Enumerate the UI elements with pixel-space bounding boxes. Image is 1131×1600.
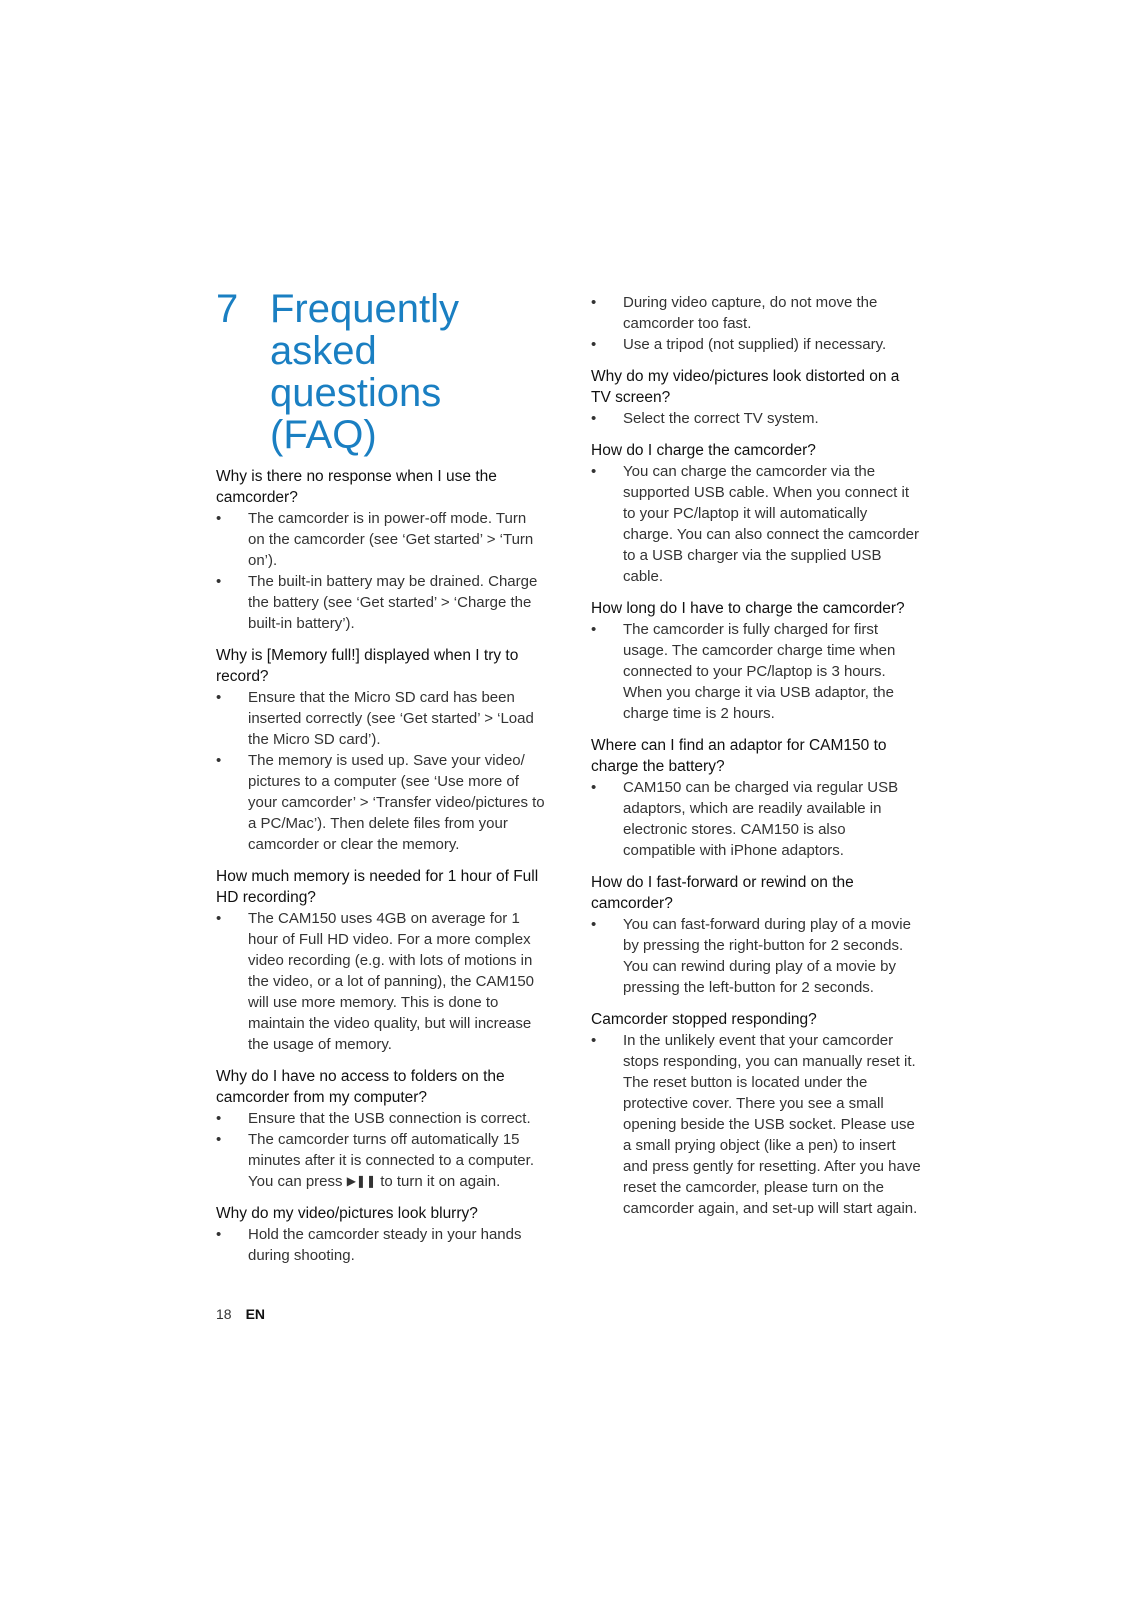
faq-item bbox=[591, 366, 921, 429]
faq-answer-list bbox=[216, 908, 546, 1055]
faq-question: Why is there no response when I use the camcorder? bbox=[216, 468, 497, 506]
faq-answer: • Ensure that the Micro SD card has been inserted correctly (see ‘Get started’ > ‘Load the Micro SD card’). bbox=[216, 689, 534, 748]
faq-answer-list bbox=[591, 777, 921, 861]
faq-question: How long do I have to charge the camcorder? bbox=[591, 600, 905, 617]
faq-item bbox=[591, 292, 921, 355]
faq-answer: • You can fast-forward during play of a movie by pressing the right-button for 2 seconds. You can rewind during play of a movie by pressing the left-button for 2 seconds. bbox=[591, 916, 911, 996]
chapter-number: 7 bbox=[216, 287, 239, 331]
faq-answer-list bbox=[216, 687, 546, 855]
faq-question: Why do my video/pictures look blurry? bbox=[216, 1205, 478, 1222]
chapter-title-line2: asked questions bbox=[270, 329, 442, 415]
faq-answer: • Select the correct TV system. bbox=[591, 410, 819, 427]
language-code: EN bbox=[245, 1306, 266, 1322]
faq-item bbox=[216, 1066, 546, 1192]
faq-item bbox=[591, 598, 921, 724]
faq-question: How do I fast-forward or rewind on the camcorder? bbox=[591, 874, 854, 912]
bullet: • bbox=[591, 294, 597, 311]
faq-item bbox=[216, 645, 546, 855]
bullet: • bbox=[216, 510, 222, 527]
faq-question: Where can I find an adaptor for CAM150 to charge the battery? bbox=[591, 737, 887, 775]
left-column bbox=[216, 466, 546, 1277]
faq-answer: • During video capture, do not move the camcorder too fast. bbox=[591, 294, 878, 332]
bullet: • bbox=[591, 410, 597, 427]
faq-item bbox=[591, 440, 921, 587]
chapter-title-line1: Frequently bbox=[270, 287, 459, 331]
bullet: • bbox=[216, 1110, 222, 1127]
bullet: • bbox=[591, 779, 597, 796]
bullet: • bbox=[216, 752, 222, 769]
faq-answer: • Ensure that the USB connection is correct. bbox=[216, 1110, 531, 1127]
faq-answer: • The camcorder is in power-off mode. Turn on the camcorder (see ‘Get started’ > ‘Turn on’). bbox=[216, 510, 534, 569]
faq-answer-list bbox=[591, 914, 921, 998]
bullet: • bbox=[216, 910, 222, 927]
faq-question: Why do I have no access to folders on the camcorder from my computer? bbox=[216, 1068, 505, 1106]
bullet: • bbox=[216, 1226, 222, 1243]
faq-answer-list bbox=[591, 1030, 921, 1219]
page-number: 18 bbox=[216, 1306, 232, 1322]
faq-answer-list bbox=[216, 1108, 546, 1192]
faq-question: How do I charge the camcorder? bbox=[591, 442, 816, 459]
play-pause-icon: ▶❚❚ bbox=[346, 1174, 377, 1188]
faq-answer: • Use a tripod (not supplied) if necessary. bbox=[591, 336, 887, 353]
faq-question: Why do my video/pictures look distorted on a TV screen? bbox=[591, 368, 900, 406]
faq-question: How much memory is needed for 1 hour of Full HD recording? bbox=[216, 868, 539, 906]
page-footer bbox=[216, 1306, 265, 1322]
faq-answer-list bbox=[591, 619, 921, 724]
faq-answer-list bbox=[591, 408, 921, 429]
faq-item bbox=[591, 735, 921, 861]
bullet: • bbox=[216, 689, 222, 706]
faq-item bbox=[216, 866, 546, 1055]
bullet: • bbox=[591, 916, 597, 933]
faq-question: Camcorder stopped responding? bbox=[591, 1011, 817, 1028]
bullet: • bbox=[591, 1032, 597, 1049]
bullet: • bbox=[591, 336, 597, 353]
faq-item bbox=[216, 466, 546, 634]
faq-answer: • The memory is used up. Save your video/ pictures to a computer (see ‘Use more of your camcorder’ > ‘Transfer video/pictures to a PC/Mac’). Then delete files from your camcorder or clear the memory. bbox=[216, 752, 545, 853]
faq-answer: • In the unlikely event that your camcorder stops responding, you can manually reset it. The reset button is located under the protective cover. There you see a small opening beside the USB socket. Please use a small prying object (like a pen) to insert and press gently for resetting. After you have reset the camcorder, please turn on the camcorder again, and set-up will start again. bbox=[591, 1032, 921, 1217]
faq-answer: • Hold the camcorder steady in your hands during shooting. bbox=[216, 1226, 522, 1264]
faq-item bbox=[591, 872, 921, 998]
faq-answer: • The CAM150 uses 4GB on average for 1 hour of Full HD video. For a more complex video recording (e.g. with lots of motions in the video, or a lot of panning), the CAM150 will use more memory. This is done to maintain the video quality, but will increase the usage of memory. bbox=[216, 910, 535, 1053]
faq-item bbox=[216, 1203, 546, 1266]
faq-answer-list bbox=[216, 1224, 546, 1266]
faq-answer: • The built-in battery may be drained. Charge the battery (see ‘Get started’ > ‘Charge the built-in battery’). bbox=[216, 573, 538, 632]
faq-item bbox=[591, 1009, 921, 1219]
right-column bbox=[591, 292, 921, 1230]
faq-answer: • You can charge the camcorder via the supported USB cable. When you connect it to your PC/laptop it will automatically charge. You can also connect the camcorder to a USB charger via the supplied USB cable. bbox=[591, 463, 920, 585]
faq-answer: • The camcorder turns off automatically 15 minutes after it is connected to a computer. You can press ▶❚❚ to turn it on again. bbox=[216, 1131, 534, 1190]
chapter-heading bbox=[216, 288, 556, 456]
faq-answer: • CAM150 can be charged via regular USB adaptors, which are readily available in electronic stores. CAM150 is also compatible with iPhone adaptors. bbox=[591, 779, 899, 859]
faq-answer: • The camcorder is fully charged for first usage. The camcorder charge time when connected to your PC/laptop is 3 hours. When you charge it via USB adaptor, the charge time is 2 hours. bbox=[591, 621, 896, 722]
faq-answer-list bbox=[216, 508, 546, 634]
bullet: • bbox=[591, 621, 597, 638]
bullet: • bbox=[216, 573, 222, 590]
chapter-title-line3: (FAQ) bbox=[270, 413, 377, 457]
faq-answer-list bbox=[591, 292, 921, 355]
bullet: • bbox=[216, 1131, 222, 1148]
faq-question: Why is [Memory full!] displayed when I try to record? bbox=[216, 647, 519, 685]
faq-answer-list bbox=[591, 461, 921, 587]
bullet: • bbox=[591, 463, 597, 480]
